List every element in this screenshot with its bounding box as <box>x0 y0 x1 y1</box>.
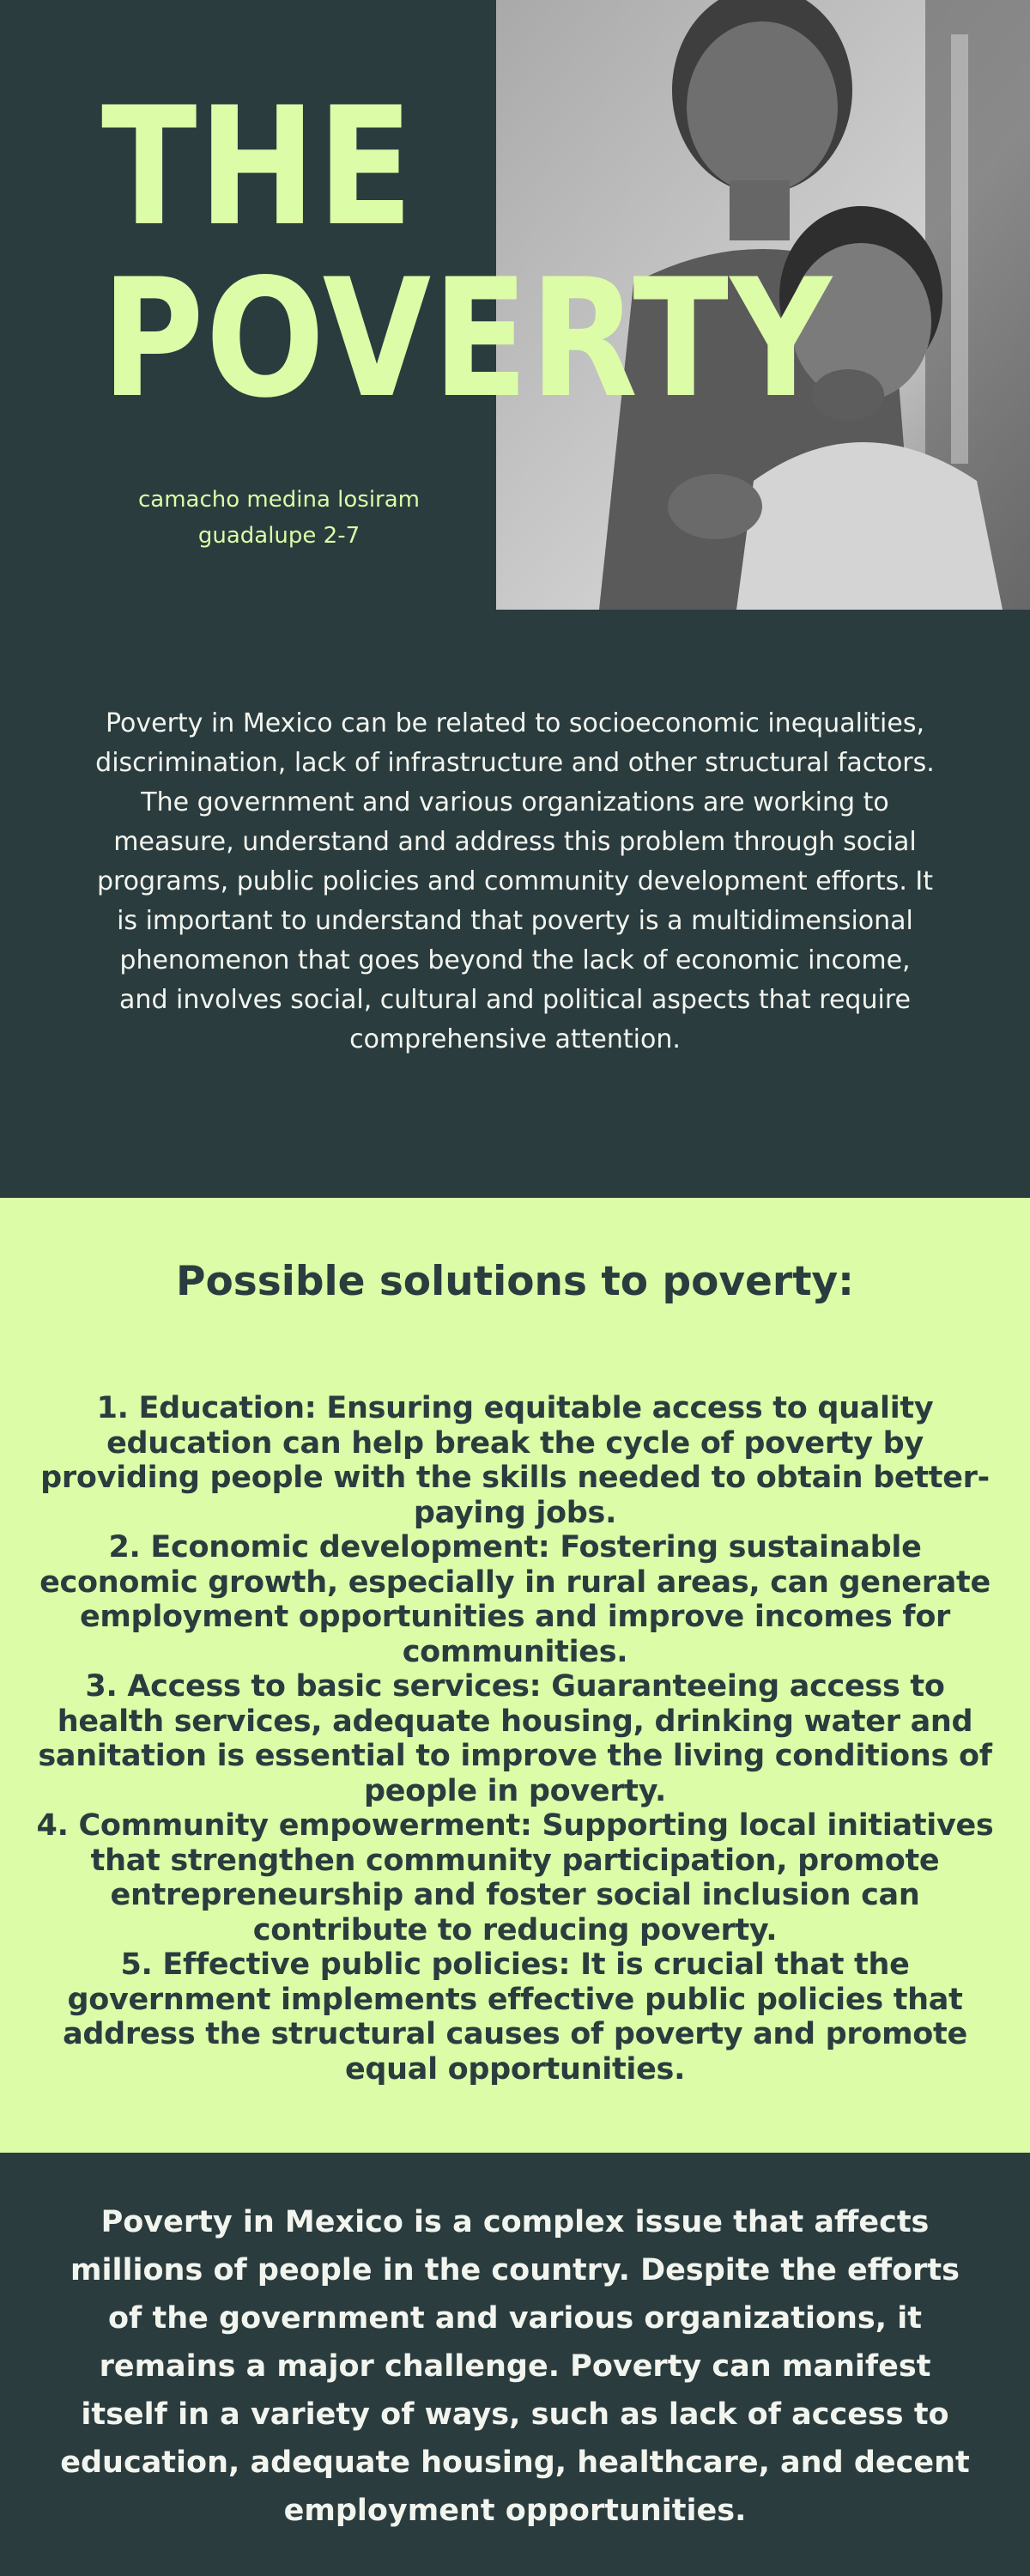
conclusion-paragraph: Poverty in Mexico is a complex issue that affects millions of people in the country. Despite the efforts of the government and various organizations, it remains a major challenge. Poverty can manifest itself in a variety of ways, such as lack of access to education, adequate housing, healthcare, and decent employment opportunities. <box>60 2205 970 2528</box>
solutions-section <box>0 1198 1030 2153</box>
solutions-heading: Possible solutions to poverty: <box>176 1258 854 1305</box>
list-item: 5. Effective public policies: It is crucial that the government implements effective public policies that address the structural causes of poverty and promote equal opportunities. <box>63 1947 967 2087</box>
title-line-1: THE <box>101 72 415 262</box>
intro-paragraph: Poverty in Mexico can be related to socioeconomic inequalities, discrimination, lack of infrastructure and other structural factors. The government and various organizations are working to measure, understand and address this problem through social programs, public policies and community development efforts. It is important to understand that poverty is a multidimensional phenomenon that goes beyond the lack of economic income, and involves social, cultural and political aspects that require comprehensive attention. <box>95 708 935 1054</box>
list-item: 4. Community empowerment: Supporting local initiatives that strengthen community participation, promote entrepreneurship and foster social inclusion can contribute to reducing poverty. <box>36 1808 994 1947</box>
solutions-list <box>30 1391 1000 2087</box>
list-item: 1. Education: Ensuring equitable access to quality education can help break the cycle of poverty by providing people with the skills needed to obtain better-paying jobs. <box>40 1391 990 1530</box>
title-line-2: POVERTY <box>101 244 833 434</box>
hero-section <box>0 0 1030 653</box>
author-line-1: camacho medina losiram <box>137 487 420 513</box>
author-credits <box>86 483 472 554</box>
author-line-2: guadalupe 2-7 <box>197 522 360 549</box>
list-item: 2. Economic development: Fostering sustainable economic growth, especially in rural areas, can generate employment opportunities and improve incomes for communities. <box>39 1530 991 1669</box>
list-item: 3. Access to basic services: Guaranteeing access to health services, adequate housing, drinking water and sanitation is essential to improve the living conditions of people in poverty. <box>38 1669 992 1808</box>
